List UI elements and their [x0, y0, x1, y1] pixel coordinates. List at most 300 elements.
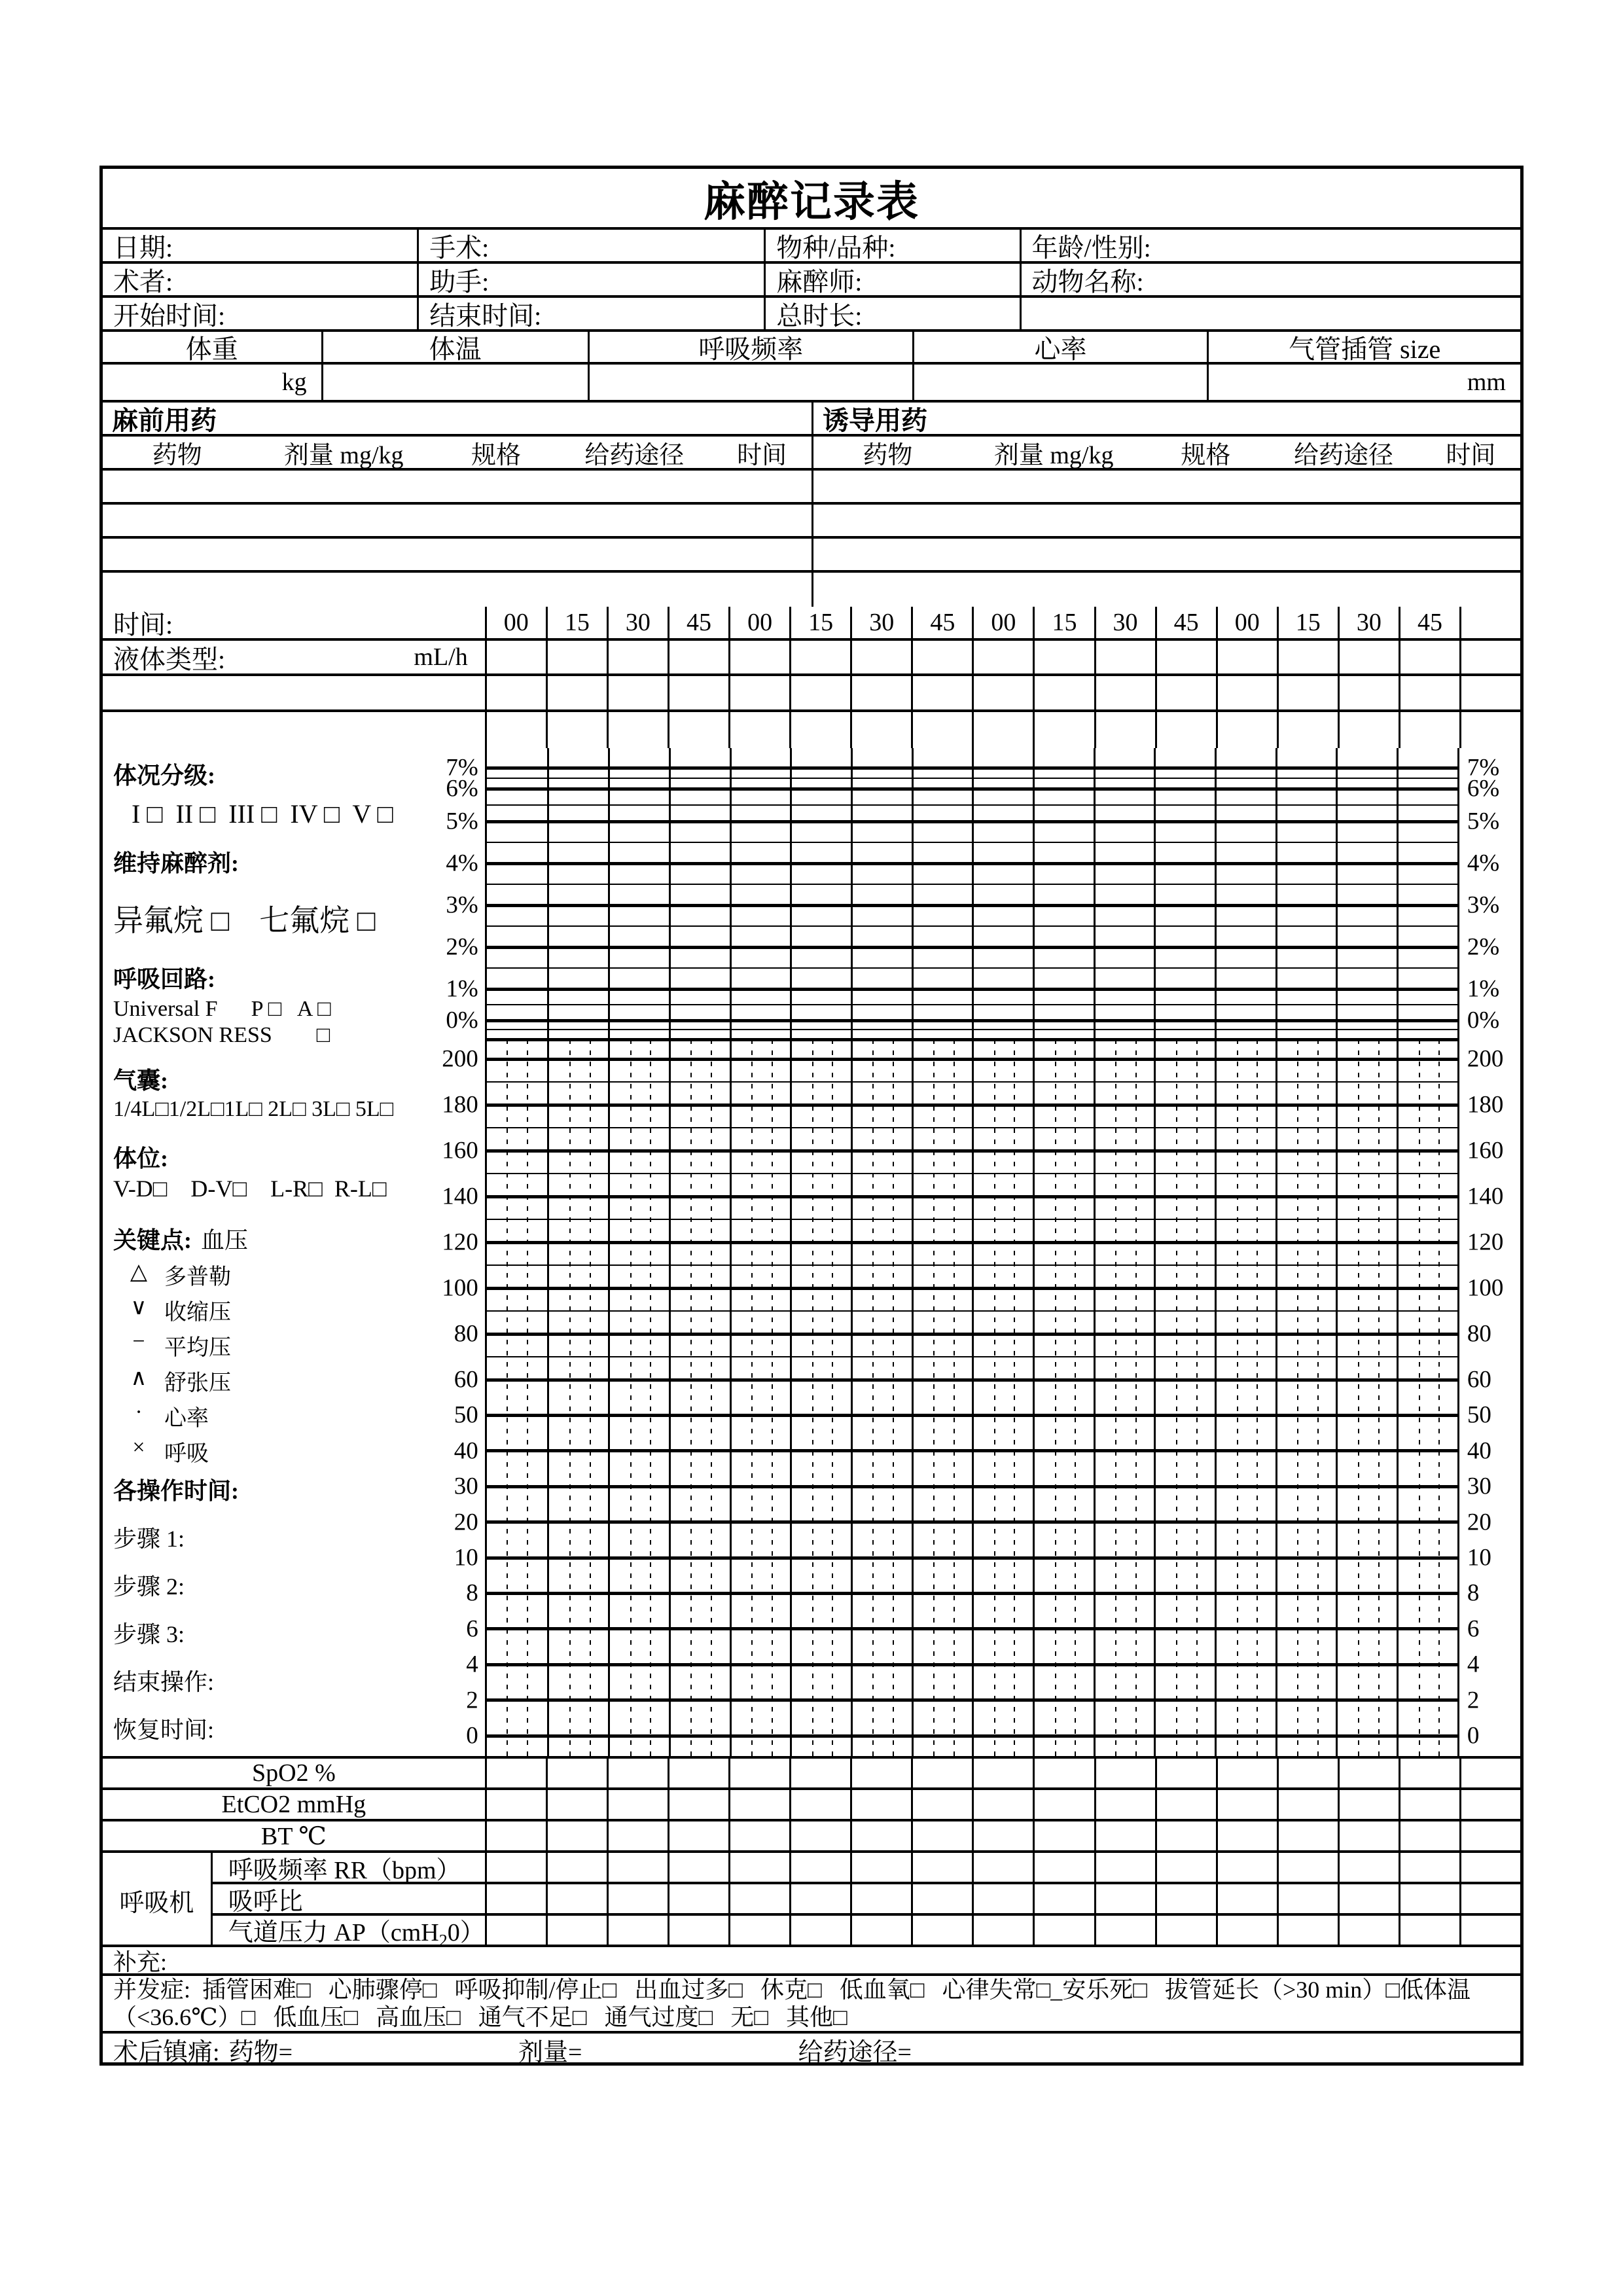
maintenance-anesthetic-checkboxes[interactable]: 异氟烷 □ 七氟烷 □ [113, 904, 376, 937]
fluid-cell-5[interactable] [789, 641, 850, 673]
monitor-cell[interactable] [1033, 1790, 1094, 1819]
monitor-cell[interactable] [1155, 1916, 1216, 1947]
keypoint-item-3 [113, 1365, 414, 1397]
monitor-cell[interactable] [1459, 1821, 1520, 1850]
monitor-cell[interactable] [546, 1853, 607, 1882]
percent-scale-5%: 5% [446, 808, 478, 835]
monitor-cell[interactable] [1399, 1853, 1459, 1882]
condition-grade-checkboxes[interactable]: I □ II □ III □ IV □ V □ [132, 799, 393, 829]
monitor-cell[interactable] [1216, 1884, 1277, 1913]
blank-cell[interactable] [789, 676, 850, 709]
monitor-cell[interactable] [850, 1916, 911, 1947]
med-columns-induction [812, 437, 1520, 468]
monitor-cell[interactable] [789, 1821, 850, 1850]
time-slot-10[interactable]: 30 [1094, 607, 1155, 638]
monitor-cell[interactable] [487, 1759, 546, 1787]
percent-scale-1%: 1% [1467, 975, 1500, 1003]
breathing-circuit-label: 呼吸回路: [113, 966, 215, 992]
blank-cell[interactable] [1033, 676, 1094, 709]
blank-cell[interactable] [1216, 676, 1277, 709]
blank-cell[interactable] [1155, 676, 1216, 709]
five-min-dash [832, 1039, 833, 1756]
monitor-cell[interactable] [1459, 1884, 1520, 1913]
monitor-cell[interactable] [728, 1884, 789, 1913]
fluid-cell-9[interactable] [1033, 641, 1094, 673]
monitor-cell[interactable] [1338, 1916, 1399, 1947]
time-slot-6[interactable]: 30 [850, 607, 911, 638]
operation-step-0[interactable]: 步骤 1: [113, 1526, 185, 1552]
vitals-header-4: 气管插管 size [1207, 332, 1520, 362]
bag-size-checkboxes[interactable]: 1/4L□1/2L□1L□ 2L□ 3L□ 5L□ [113, 1097, 394, 1121]
med-cell-induction[interactable] [812, 539, 1520, 570]
chart-grid[interactable] [485, 748, 1459, 1756]
blank-cell[interactable] [1459, 712, 1520, 748]
monitor-cell[interactable] [487, 1790, 546, 1819]
vital-grid-line [487, 1219, 1457, 1220]
time-slot-9[interactable]: 15 [1033, 607, 1094, 638]
five-min-dash [1075, 1039, 1076, 1756]
blank-cell[interactable] [1338, 712, 1399, 748]
fluid-cell-12[interactable] [1216, 641, 1277, 673]
vital-grid-line [487, 1356, 1457, 1357]
monitor-cell[interactable] [789, 1759, 850, 1787]
percent-grid-line [487, 925, 1457, 927]
time-slot-16[interactable] [1459, 607, 1520, 638]
bt-label: BT ℃ [103, 1821, 485, 1853]
monitor-cell[interactable] [607, 1759, 668, 1787]
monitor-cell[interactable] [1399, 1821, 1459, 1850]
vitals-value-cell-2[interactable] [588, 365, 912, 400]
time-slot-12[interactable]: 00 [1216, 607, 1277, 638]
postop-dose-field[interactable]: 剂量= [518, 2038, 582, 2066]
monitor-cell[interactable] [1277, 1916, 1338, 1947]
info-field-2-0[interactable]: 开始时间: [113, 300, 226, 329]
blank-cell[interactable] [911, 712, 972, 748]
monitor-cell[interactable] [911, 1790, 972, 1819]
supplement-row[interactable] [103, 1947, 1520, 1976]
monitor-cell[interactable] [972, 1853, 1033, 1882]
chart-column-6[interactable] [851, 748, 914, 1756]
percent-scale-4%: 4% [446, 850, 478, 877]
monitor-row-5 [487, 1916, 1520, 1947]
blank-cell[interactable] [1277, 712, 1338, 748]
monitor-cell[interactable] [1033, 1853, 1094, 1882]
monitor-cell[interactable] [850, 1853, 911, 1882]
chart-column-12[interactable] [1215, 748, 1277, 1756]
chart-column-0[interactable] [487, 748, 548, 1756]
vital-major-line [487, 1663, 1457, 1666]
monitor-cell[interactable] [789, 1884, 850, 1913]
blank-cell[interactable] [1338, 676, 1399, 709]
monitor-cell[interactable] [911, 1821, 972, 1850]
chart-column-2[interactable] [608, 748, 671, 1756]
blank-cell[interactable] [850, 712, 911, 748]
monitor-cell[interactable] [1459, 1790, 1520, 1819]
time-slot-14[interactable]: 30 [1338, 607, 1399, 638]
time-slot-3[interactable]: 45 [668, 607, 728, 638]
monitor-cell[interactable] [1216, 1759, 1277, 1787]
monitor-cell[interactable] [911, 1884, 972, 1913]
time-slot-7[interactable]: 45 [911, 607, 972, 638]
monitor-cell[interactable] [972, 1916, 1033, 1947]
monitor-cell[interactable] [1399, 1884, 1459, 1913]
monitor-cell[interactable] [1155, 1790, 1216, 1819]
med-cell-premed[interactable] [103, 539, 812, 570]
monitor-cell[interactable] [546, 1916, 607, 1947]
chart-column-1[interactable] [547, 748, 610, 1756]
induction-header-cell [812, 403, 1520, 434]
monitor-cell[interactable] [668, 1759, 728, 1787]
monitor-cell[interactable] [668, 1916, 728, 1947]
monitor-cell[interactable] [1216, 1790, 1277, 1819]
monitor-cell[interactable] [607, 1821, 668, 1850]
blank-cell[interactable] [1277, 676, 1338, 709]
monitor-cell[interactable] [668, 1790, 728, 1819]
fluid-cell-1[interactable] [546, 641, 607, 673]
monitor-cell[interactable] [668, 1884, 728, 1913]
blank-cell[interactable] [485, 712, 546, 748]
blank-cell[interactable] [1459, 676, 1520, 709]
vital-scale-200: 200 [1467, 1045, 1504, 1073]
monitor-cell[interactable] [1277, 1790, 1338, 1819]
vitals-value-cell-1[interactable] [321, 365, 588, 400]
monitor-cell[interactable] [1216, 1821, 1277, 1850]
time-slot-8[interactable]: 00 [972, 607, 1033, 638]
circuit-jackson-rees-checkbox[interactable]: JACKSON RESS □ [113, 1023, 330, 1047]
monitor-row-2 [487, 1821, 1520, 1853]
circuit-universal-f-checkboxes[interactable]: Universal F P □ A □ [113, 997, 331, 1021]
fluid-cell-4[interactable] [728, 641, 789, 673]
vital-scale-80: 80 [454, 1320, 478, 1348]
operation-step-1[interactable]: 步骤 2: [113, 1573, 185, 1600]
monitor-cell[interactable] [728, 1759, 789, 1787]
chart-column-13[interactable] [1275, 748, 1338, 1756]
fluid-cell-10[interactable] [1094, 641, 1155, 673]
time-slot-13[interactable]: 15 [1277, 607, 1338, 638]
time-slot-5[interactable]: 15 [789, 607, 850, 638]
monitor-cell[interactable] [911, 1759, 972, 1787]
fluid-cell-13[interactable] [1277, 641, 1338, 673]
keypoints-label: 关键点: [113, 1227, 192, 1253]
monitor-cell[interactable] [1155, 1821, 1216, 1850]
info-field-2-1[interactable]: 结束时间: [417, 298, 764, 329]
operation-step-3[interactable]: 结束操作: [113, 1669, 215, 1695]
chart-column-8[interactable] [972, 748, 1035, 1756]
fluid-cell-14[interactable] [1338, 641, 1399, 673]
chart-column-11[interactable] [1154, 748, 1217, 1756]
vital-grid-line [487, 1081, 1457, 1083]
info-field-1-0[interactable]: 术者: [113, 266, 173, 295]
chart-column-14[interactable] [1336, 748, 1399, 1756]
med-col-header: 时间 [737, 441, 787, 469]
monitor-cell[interactable] [1033, 1821, 1094, 1850]
vital-scale-6: 6 [466, 1615, 478, 1643]
monitor-cell[interactable] [972, 1884, 1033, 1913]
monitor-cell[interactable] [487, 1853, 546, 1882]
chart-column-3[interactable] [669, 748, 732, 1756]
blank-cell[interactable] [789, 712, 850, 748]
blank-cell[interactable] [546, 676, 607, 709]
keypoint-symbol: ∧ [130, 1366, 147, 1390]
monitor-cell[interactable] [1094, 1853, 1155, 1882]
vital-scale-10: 10 [454, 1544, 478, 1571]
blank-cell[interactable] [485, 676, 546, 709]
vital-scale-20: 20 [1467, 1509, 1491, 1536]
chart-column-10[interactable] [1094, 748, 1156, 1756]
monitor-cell[interactable] [1094, 1884, 1155, 1913]
vitals-units-row [103, 365, 1520, 403]
keypoint-text: 收缩压 [164, 1300, 231, 1325]
med-empty-row [103, 505, 1520, 539]
percent-scale-1%: 1% [446, 975, 478, 1003]
monitor-cell[interactable] [850, 1790, 911, 1819]
fluid-cell-15[interactable] [1399, 641, 1459, 673]
monitor-cell[interactable] [1399, 1790, 1459, 1819]
vital-scale-100: 100 [1467, 1274, 1504, 1302]
vital-major-line [487, 1556, 1457, 1560]
vitals-header-1: 体温 [321, 332, 588, 362]
vitals-value-cell-4[interactable]: mm [1207, 365, 1520, 400]
vital-major-line [487, 1378, 1457, 1382]
monitor-cell[interactable] [487, 1884, 546, 1913]
blank-cell[interactable] [1094, 676, 1155, 709]
blank-cell[interactable] [1399, 712, 1459, 748]
operation-step-2[interactable]: 步骤 3: [113, 1621, 185, 1647]
vital-scale-60: 60 [1467, 1366, 1491, 1393]
monitor-cell[interactable] [728, 1853, 789, 1882]
percent-scale-7%: 7% [1467, 754, 1500, 781]
monitor-cell[interactable] [546, 1821, 607, 1850]
blank-cell[interactable] [1094, 712, 1155, 748]
postop-drug-field[interactable]: 药物= [228, 2038, 293, 2066]
five-min-dash [872, 1039, 874, 1756]
time-slot-11[interactable]: 45 [1155, 607, 1216, 638]
info-field-0-0[interactable]: 日期: [113, 232, 173, 261]
med-col-header: 剂量 mg/kg [993, 441, 1114, 469]
monitor-cell[interactable] [1033, 1916, 1094, 1947]
fluid-cell-0[interactable] [485, 641, 546, 673]
monitor-cell[interactable] [850, 1759, 911, 1787]
complications-line-1[interactable]: 并发症: 插管困难□ 心肺骤停□ 呼吸抑制/停止□ 出血过多□ 休克□ 低血氧□ 心律失常□_安乐死□ 拔管延长（>30 min）□低体温 [113, 1977, 1471, 2003]
monitor-cell[interactable] [789, 1853, 850, 1882]
info-field-0-3[interactable]: 年龄/性别: [1020, 230, 1520, 261]
chart-column-4[interactable] [730, 748, 793, 1756]
monitor-cell[interactable] [1277, 1853, 1338, 1882]
ie-ratio-label: 吸呼比 [213, 1884, 485, 1916]
monitor-cell[interactable] [487, 1821, 546, 1850]
vital-scale-30: 30 [1467, 1473, 1491, 1500]
fluid-blank-row [103, 712, 1520, 748]
vitals-value-cell-3[interactable] [912, 365, 1207, 400]
postop-analgesia-row[interactable] [103, 2034, 1520, 2065]
monitor-cell[interactable] [546, 1790, 607, 1819]
postop-route-field[interactable]: 给药途径= [798, 2038, 912, 2066]
blank-cell[interactable] [911, 676, 972, 709]
monitor-cell[interactable] [607, 1790, 668, 1819]
blank-cell[interactable] [1399, 676, 1459, 709]
chart-column-5[interactable] [790, 748, 853, 1756]
monitor-cell[interactable] [728, 1821, 789, 1850]
monitor-cell[interactable] [1094, 1759, 1155, 1787]
five-min-dash [690, 1039, 692, 1756]
monitor-cells [485, 1759, 1520, 1945]
blank-cell[interactable] [668, 712, 728, 748]
fluid-row-label [103, 641, 485, 673]
monitor-cell[interactable] [1459, 1759, 1520, 1787]
vital-scale-8: 8 [466, 1579, 478, 1607]
monitor-cell[interactable] [1459, 1916, 1520, 1947]
monitor-cell[interactable] [1216, 1853, 1277, 1882]
blank-cell[interactable] [607, 712, 668, 748]
med-cell-induction[interactable] [812, 471, 1520, 502]
blank-cell[interactable] [1155, 712, 1216, 748]
blank-cell[interactable] [607, 676, 668, 709]
vital-grid-line [487, 1173, 1457, 1174]
percent-major-line [487, 862, 1457, 865]
time-slot-1[interactable]: 15 [546, 607, 607, 638]
monitor-cell[interactable] [1338, 1821, 1399, 1850]
monitor-cell[interactable] [728, 1790, 789, 1819]
monitor-cell[interactable] [1338, 1853, 1399, 1882]
info-field-1-1[interactable]: 助手: [417, 264, 764, 295]
monitor-cell[interactable] [1216, 1916, 1277, 1947]
fluid-cell-7[interactable] [911, 641, 972, 673]
ventilator-group [103, 1853, 485, 1950]
blank-cell[interactable] [972, 676, 1033, 709]
percent-major-line [487, 787, 1457, 791]
vital-scale-160: 160 [1467, 1137, 1504, 1164]
vitals-value-cell-0[interactable]: kg [281, 368, 307, 396]
monitor-cell[interactable] [1338, 1884, 1399, 1913]
monitor-cell[interactable] [546, 1884, 607, 1913]
vital-scale-180: 180 [1467, 1091, 1504, 1119]
percent-major-line [487, 904, 1457, 907]
blank-cell[interactable] [728, 712, 789, 748]
five-min-dash [1055, 1039, 1056, 1756]
monitor-cell[interactable] [850, 1884, 911, 1913]
monitor-cell[interactable] [789, 1916, 850, 1947]
info-field-0-1[interactable]: 手术: [417, 230, 764, 261]
fluid-cell-6[interactable] [850, 641, 911, 673]
monitor-cell[interactable] [1033, 1884, 1094, 1913]
monitor-cell[interactable] [668, 1853, 728, 1882]
keypoint-symbol: − [132, 1329, 145, 1354]
keypoint-symbol: × [132, 1435, 145, 1460]
monitor-cell[interactable] [972, 1821, 1033, 1850]
complications-row[interactable] [103, 1976, 1520, 2034]
monitor-cell[interactable] [850, 1821, 911, 1850]
info-field-2-2[interactable]: 总时长: [764, 298, 1019, 329]
chart-column-15[interactable] [1397, 748, 1459, 1756]
monitor-row-4 [487, 1884, 1520, 1916]
monitor-cell[interactable] [1338, 1759, 1399, 1787]
monitor-cell[interactable] [1459, 1853, 1520, 1882]
monitor-cell[interactable] [1277, 1821, 1338, 1850]
monitor-cell[interactable] [1399, 1759, 1459, 1787]
vital-major-line [487, 1149, 1457, 1153]
info-field-0-2[interactable]: 物种/品种: [764, 230, 1019, 261]
monitor-cell[interactable] [789, 1790, 850, 1819]
vital-scale-120: 120 [1467, 1229, 1504, 1256]
monitor-cell[interactable] [607, 1884, 668, 1913]
percent-scale-3%: 3% [446, 891, 478, 919]
med-cell-induction[interactable] [812, 573, 1520, 607]
five-min-dash [812, 1039, 813, 1756]
time-slot-4[interactable]: 00 [728, 607, 789, 638]
monitor-cell[interactable] [728, 1916, 789, 1947]
fluid-cell-11[interactable] [1155, 641, 1216, 673]
percent-grid-line [487, 967, 1457, 969]
blank-cell[interactable] [546, 712, 607, 748]
monitor-cell[interactable] [1155, 1884, 1216, 1913]
med-cell-premed[interactable] [103, 505, 812, 536]
monitor-cell[interactable] [911, 1916, 972, 1947]
monitor-cell[interactable] [972, 1759, 1033, 1787]
monitor-cell[interactable] [1277, 1884, 1338, 1913]
chart-column-9[interactable] [1033, 748, 1096, 1756]
keypoint-item-2 [113, 1329, 414, 1361]
fluid-cell-3[interactable] [668, 641, 728, 673]
monitor-cell[interactable] [1155, 1759, 1216, 1787]
blank-cell[interactable] [728, 676, 789, 709]
monitor-cell[interactable] [1399, 1916, 1459, 1947]
monitor-cell[interactable] [1094, 1790, 1155, 1819]
monitor-cell[interactable] [1155, 1853, 1216, 1882]
operation-step-4[interactable]: 恢复时间: [113, 1717, 215, 1743]
time-slot-2[interactable]: 30 [607, 607, 668, 638]
med-columns-premed [103, 437, 812, 468]
fluid-cell-8[interactable] [972, 641, 1033, 673]
percent-scale-0%: 0% [1467, 1007, 1500, 1034]
time-slot-0[interactable]: 00 [485, 607, 546, 638]
fluid-cell-2[interactable] [607, 641, 668, 673]
position-checkboxes[interactable]: V-D□ D-V□ L-R□ R-L□ [113, 1175, 387, 1202]
monitor-cell[interactable] [1033, 1759, 1094, 1787]
vital-scale-140: 140 [1467, 1183, 1504, 1210]
med-cell-induction[interactable] [812, 505, 1520, 536]
info-field-1-3[interactable]: 动物名称: [1020, 264, 1520, 295]
monitor-cell[interactable] [1094, 1821, 1155, 1850]
monitor-cell[interactable] [1338, 1790, 1399, 1819]
blank-cell[interactable] [668, 676, 728, 709]
monitor-cell[interactable] [1277, 1759, 1338, 1787]
monitor-cell[interactable] [607, 1853, 668, 1882]
monitor-cell[interactable] [911, 1853, 972, 1882]
complications-line-2[interactable]: （<36.6℃）□ 低血压□ 高血压□ 通气不足□ 通气过度□ 无□ 其他□ [113, 2004, 847, 2030]
chart-column-7[interactable] [912, 748, 974, 1756]
info-field-1-2[interactable]: 麻醉师: [764, 264, 1019, 295]
blank-cell[interactable] [1216, 712, 1277, 748]
monitor-cell[interactable] [487, 1916, 546, 1947]
monitor-cell[interactable] [607, 1916, 668, 1947]
time-slot-15[interactable]: 45 [1399, 607, 1459, 638]
blank-cell[interactable] [850, 676, 911, 709]
med-cell-premed[interactable] [103, 573, 812, 607]
med-cell-premed[interactable] [103, 471, 812, 502]
info-field-2-3[interactable] [1020, 298, 1520, 329]
vital-major-line [487, 1414, 1457, 1417]
monitor-cell[interactable] [668, 1821, 728, 1850]
five-min-dash [1297, 1039, 1298, 1756]
fluid-cell-16[interactable] [1459, 641, 1520, 673]
vital-scale-200: 200 [442, 1045, 478, 1073]
blank-cell[interactable] [1033, 712, 1094, 748]
monitor-cell[interactable] [972, 1790, 1033, 1819]
blank-cell[interactable] [972, 712, 1033, 748]
vital-major-line [487, 1698, 1457, 1702]
monitor-cell[interactable] [546, 1759, 607, 1787]
monitor-cell[interactable] [1094, 1916, 1155, 1947]
